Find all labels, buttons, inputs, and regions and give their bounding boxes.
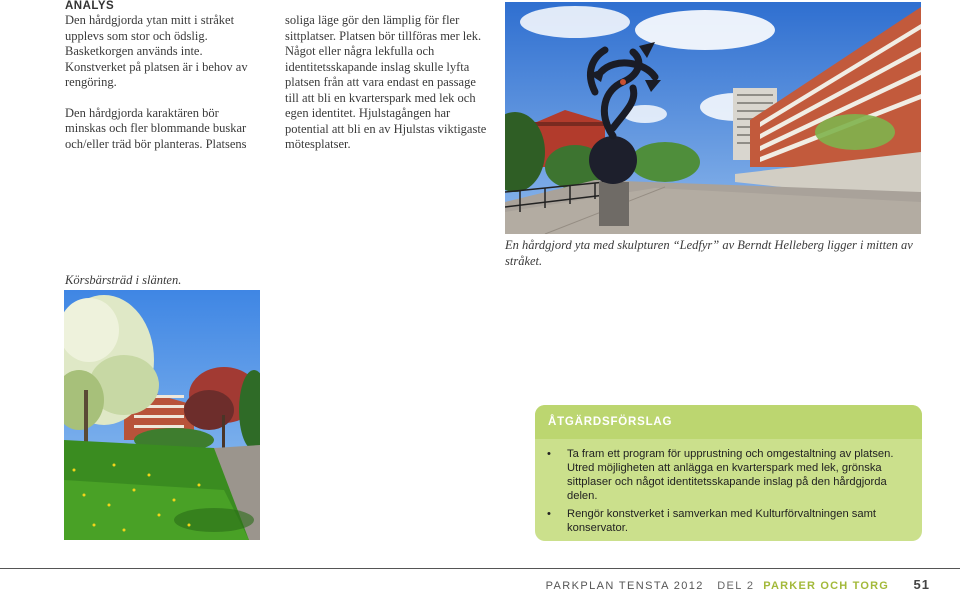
analysis-paragraph: Den hårdgjorda karaktären bör minskas och fler blommande buskar och/eller träd bör planteras. Platsens [65, 105, 247, 151]
page-footer [546, 577, 930, 592]
page-number: 51 [913, 577, 930, 592]
action-proposals-list [535, 447, 922, 535]
footer-document-title: PARKPLAN TENSTA 2012 [545, 580, 704, 592]
list-item: • Rengör konstverket i samverkan med Kulturförvaltningen samt konservator. [567, 507, 908, 535]
cherry-tree-photo [64, 290, 260, 540]
section-heading-analys: ANALYS [65, 0, 115, 12]
action-proposals-box [535, 405, 922, 541]
sculpture-photo [505, 2, 921, 234]
list-item: • Ta fram ett program för upprustning och omgestaltning av platsen. Utred möjligheten att anlägga en kvarterspark med lek, grönska sittplaser och något identitetsskapande inslag på den hårdgjorda delen. [567, 447, 908, 503]
analysis-column-2 [285, 13, 490, 153]
caption-cherry-trees: Körsbärsträd i slänten. [65, 273, 182, 287]
footer-section-title: PARKER OCH TORG [763, 580, 890, 592]
analysis-paragraph: Den hårdgjorda ytan mitt i stråket upplevs som stor och ödslig. Basketkorgen används inte. Konstverket på platsen är i behov av rengöring. [65, 13, 248, 89]
caption-sculpture: En hårdgjord yta med skulpturen “Ledfyr” av Berndt Helleberg ligger i mitten av stråket. [505, 238, 913, 268]
action-proposals-title: ÅTGÄRDSFÖRSLAG [535, 405, 922, 439]
analysis-column-1 [65, 13, 260, 167]
footer-part: DEL 2 [717, 580, 755, 592]
footer-divider [0, 568, 960, 569]
analysis-paragraph: soliga läge gör den lämplig för fler sittplatser. Platsen bör tillföras mer lek. Något eller några lekfulla och identitetsskapande inslag skulle lyfta platsen från att vara endast en passage till att bli en kvarterspark med lek och egen identitet. Hjulstagången har potential att bli en av Hjulstas viktigaste mötesplatser. [285, 13, 487, 151]
